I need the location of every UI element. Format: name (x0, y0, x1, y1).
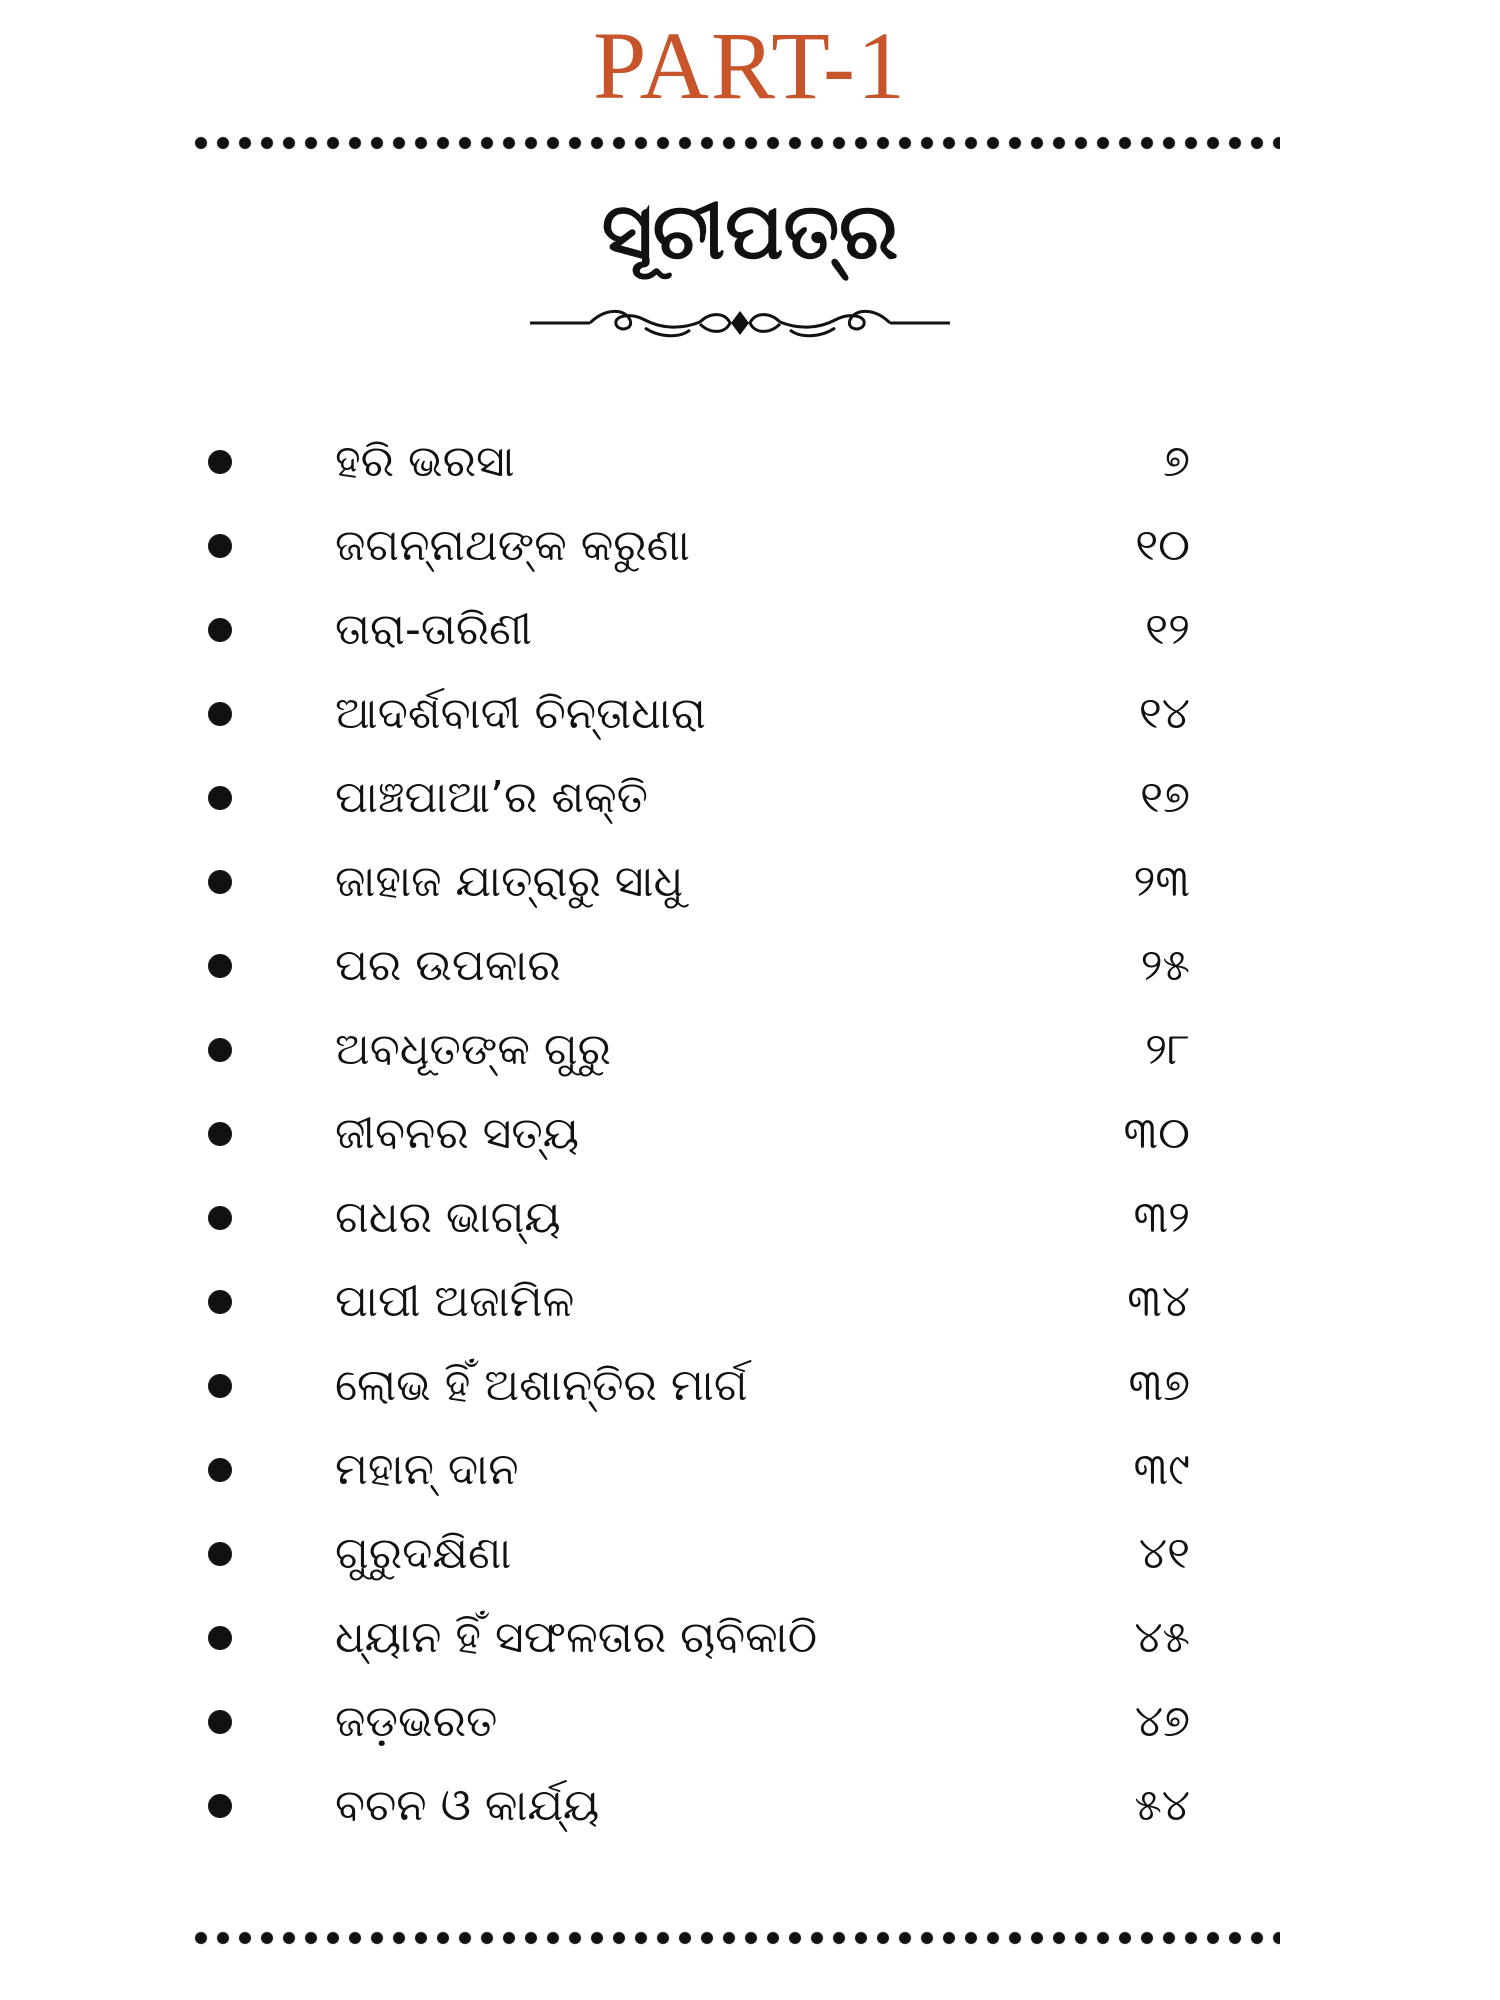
toc-entry-title: ମହାନ୍ ଦାନ (335, 1444, 519, 1495)
toc-entry-title: ପାଞ୍ଚପାଆ’ର ଶକ୍ତି (335, 772, 648, 823)
bullet-icon (208, 1458, 232, 1482)
toc-entry (0, 1512, 1500, 1596)
bullet-icon (208, 450, 232, 474)
toc-entry-page-number: ୩୯ (1133, 1444, 1190, 1495)
bullet-icon (208, 534, 232, 558)
toc-entry-title: ହରି ଭରସା (335, 436, 515, 487)
bullet-icon (208, 1122, 232, 1146)
contents-heading: ସୂଚୀପତ୍ର (601, 187, 899, 277)
toc-entry-page-number: ୪୭ (1134, 1696, 1190, 1747)
toc-entry (0, 1680, 1500, 1764)
toc-entry-page-number: ୭ (1163, 436, 1190, 487)
toc-entry-page-number: ୪୧ (1138, 1528, 1190, 1579)
toc-entry (0, 1764, 1500, 1848)
toc-entry-page-number: ୩୪ (1127, 1276, 1190, 1327)
bullet-icon (208, 870, 232, 894)
part-title: PART-1 (593, 12, 907, 119)
toc-entry-title: ପର ଉପକାର (335, 940, 561, 991)
toc-entry (0, 1092, 1500, 1176)
table-of-contents (0, 420, 1500, 1848)
toc-entry (0, 504, 1500, 588)
bullet-icon (208, 786, 232, 810)
toc-entry (0, 1596, 1500, 1680)
bullet-icon (208, 618, 232, 642)
toc-entry-title: ତାରା-ତାରିଣୀ (335, 604, 533, 655)
bullet-icon (208, 954, 232, 978)
toc-entry-title: ଅବଧୂତଙ୍କ ଗୁରୁ (335, 1024, 611, 1075)
toc-entry-page-number: ୩୨ (1133, 1192, 1190, 1243)
toc-entry (0, 924, 1500, 1008)
toc-entry-title: ଗୁରୁଦକ୍ଷିଣା (335, 1528, 512, 1579)
toc-entry (0, 1260, 1500, 1344)
ornamental-flourish-icon (530, 298, 950, 348)
toc-entry (0, 420, 1500, 504)
toc-entry-title: ଲୋଭ ହିଁ ଅଶାନ୍ତିର ମାର୍ଗ (335, 1360, 748, 1411)
toc-entry-page-number: ୧୨ (1145, 604, 1190, 655)
bullet-icon (208, 1710, 232, 1734)
bullet-icon (208, 1374, 232, 1398)
toc-entry (0, 1176, 1500, 1260)
toc-entry (0, 756, 1500, 840)
toc-entry-title: ବଚନ ଓ କାର୍ଯ୍ୟ (335, 1780, 600, 1831)
toc-entry-page-number: ୧୭ (1140, 772, 1190, 823)
top-dotted-divider (190, 135, 1280, 151)
toc-entry-title: ଧ୍ୟାନ ହିଁ ସଫଳତାର ଚାବିକାଠି (335, 1612, 818, 1663)
bullet-icon (208, 1206, 232, 1230)
toc-entry (0, 1008, 1500, 1092)
toc-entry-page-number: ୨୫ (1140, 940, 1190, 991)
toc-entry-title: ଜାହାଜ ଯାତ୍ରାରୁ ସାଧୁ (335, 856, 684, 907)
toc-entry-page-number: ୧୦ (1135, 520, 1190, 571)
bullet-icon (208, 1290, 232, 1314)
toc-entry (0, 1344, 1500, 1428)
toc-entry (0, 840, 1500, 924)
toc-entry (0, 1428, 1500, 1512)
toc-entry-title: ଜଗନ୍ନାଥଙ୍କ କରୁଣା (335, 520, 690, 571)
toc-entry-page-number: ୩୭ (1128, 1360, 1190, 1411)
bullet-icon (208, 702, 232, 726)
toc-entry-page-number: ୪୫ (1134, 1612, 1190, 1663)
toc-entry-page-number: ୧୪ (1138, 688, 1190, 739)
toc-entry-title: ଜୀବନର ସତ୍ୟ (335, 1108, 580, 1159)
toc-entry-title: ଆଦର୍ଶବାଦୀ ଚିନ୍ତାଧାରା (335, 688, 706, 739)
bullet-icon (208, 1542, 232, 1566)
toc-entry (0, 672, 1500, 756)
toc-entry-page-number: ୩୦ (1123, 1108, 1190, 1159)
toc-entry-page-number: ୫୪ (1134, 1780, 1190, 1831)
bullet-icon (208, 1038, 232, 1062)
toc-entry-title: ଜଡ଼ଭରତ (335, 1696, 498, 1747)
toc-entry-title: ପାପୀ ଅଜାମିଳ (335, 1276, 575, 1327)
toc-entry-page-number: ୨୮ (1145, 1024, 1190, 1075)
bottom-dotted-divider (190, 1930, 1280, 1946)
toc-entry-page-number: ୨୩ (1133, 856, 1190, 907)
bullet-icon (208, 1794, 232, 1818)
toc-entry (0, 588, 1500, 672)
toc-entry-title: ଗଧର ଭାଗ୍ୟ (335, 1192, 561, 1243)
bullet-icon (208, 1626, 232, 1650)
